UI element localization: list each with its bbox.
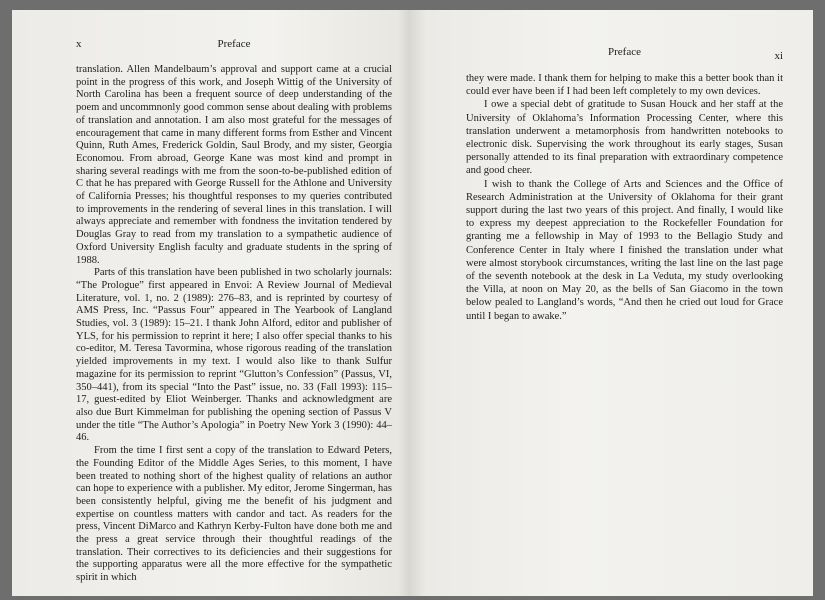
left-page-body — [76, 64, 392, 585]
right-paragraph-2: I owe a special debt of gratitude to Susan Houck and her staff at the University of Oklahoma’s Information Processing Center, where this translation underwent a metamorphosis from handwritten notebooks to electronic disk. Supervising the work throughout its early stages, Susan personally attended to its final preparation with extraordinary competence and good cheer. — [466, 99, 783, 177]
right-paragraph-3: I wish to thank the College of Arts and Sciences and the Office of Research Administration at the University of Oklahoma for their grant support during the last two years of this project. And finally, I would like to express my deepest appreciation to the Rockefeller Foundation for granting me a fellowship in May of 1993 to the Bellagio Study and Conference Center in Italy where I finished the translation under what were almost storybook circumstances, writing the last line on the last page of the seventh notebook at the desk in La Veduta, my study overlooking the Villa, at noon on May 20, as the bells of San Giacomo in the town below pealed to Langland’s words, “And then he cried out loud for Grace until I began to awake.” — [466, 178, 783, 322]
right-page — [410, 10, 813, 596]
right-paragraph-1: they were made. I thank them for helping to make this a better book than it could ever have been if I had been left completely to my own devices. — [466, 73, 783, 98]
right-running-title: Preface — [608, 46, 641, 58]
left-page-number: x — [76, 38, 82, 50]
left-paragraph-1: translation. Allen Mandelbaum’s approval and support came at a crucial point in the progress of this work, and Joseph Wittig of the University of North Carolina has been a frequent source of deep understanding of the poem and uncommnonly good common sense about dealing with problems of translation and annotation. I am also most grateful for the messages of encouragement that came in many different forms from Esther and Vincent Quinn, Ruth Ames, Frederick Goldin, Saul Brody, and my sister, Georgia Economou. From abroad, George Kane was most kind and prompt in sharing several readings with me from the soon-to-be-published edition of C that he has prepared with George Russell for the Athlone and University of California Presses; his thoughtful responses to my queries contributed to improvements in the rendering of several lines in this translation. I will always appreciate and remember with fondness the invitation tendered by Douglas Gray to read from my translation to a sympathetic audience of Oxford University English faculty and graduate students in the spring of 1988. — [76, 64, 392, 266]
right-page-number: xi — [774, 50, 783, 62]
right-page-body — [466, 72, 783, 323]
left-page — [12, 10, 410, 596]
left-paragraph-3: From the time I first sent a copy of the translation to Edward Peters, the Founding Editor of the Middle Ages Series, to this moment, I have been treated to nothing short of the highest quality of relations an author can hope to experience with a publisher. My editor, Jerome Singerman, has been consistently helpful, giving me the benefit of his judgment and expertise on countless matters with candor and tact. As readers for the press, Vincent DiMarco and Kathryn Kerby-Fulton have done both me and the press a great service through their thoughtful readings of the translation. Their correctives to its deficiencies and their suggestions for the supporting apparatus were all the more effective for the sympathetic spirit in which — [76, 445, 392, 584]
right-running-head — [466, 46, 783, 66]
left-running-head — [76, 38, 392, 58]
left-paragraph-2: Parts of this translation have been published in two scholarly journals: “The Prologue” first appeared in Envoi: A Review Journal of Medieval Literature, vol. 1, no. 2 (1989): 276–83, and is reprinted by courtesy of AMS Press, Inc. “Passus Four” appeared in The Yearbook of Langland Studies, vol. 3 (1989): 15–21. I thank John Alford, editor and publisher of YLS, for his permission to reprint it here; I also offer special thanks to his co-editor, M. Teresa Tavormina, whose rigorous reading of the translation yielded improvements in my text. I would also like to thank Sulfur magazine for its permission to reprint “Glutton’s Confession” (Passus, VI, 350–441), from its special “Into the Past” issue, no. 33 (Fall 1993): 115–17, guest-edited by Eliot Weinberger. Thanks and acknowledgment are also due Burt Kimmelman for publishing the opening section of Passus V under the title “The Author’s Apologia” in Poetry New York 3 (1990): 44–46. — [76, 267, 392, 444]
left-running-title: Preface — [217, 38, 251, 50]
